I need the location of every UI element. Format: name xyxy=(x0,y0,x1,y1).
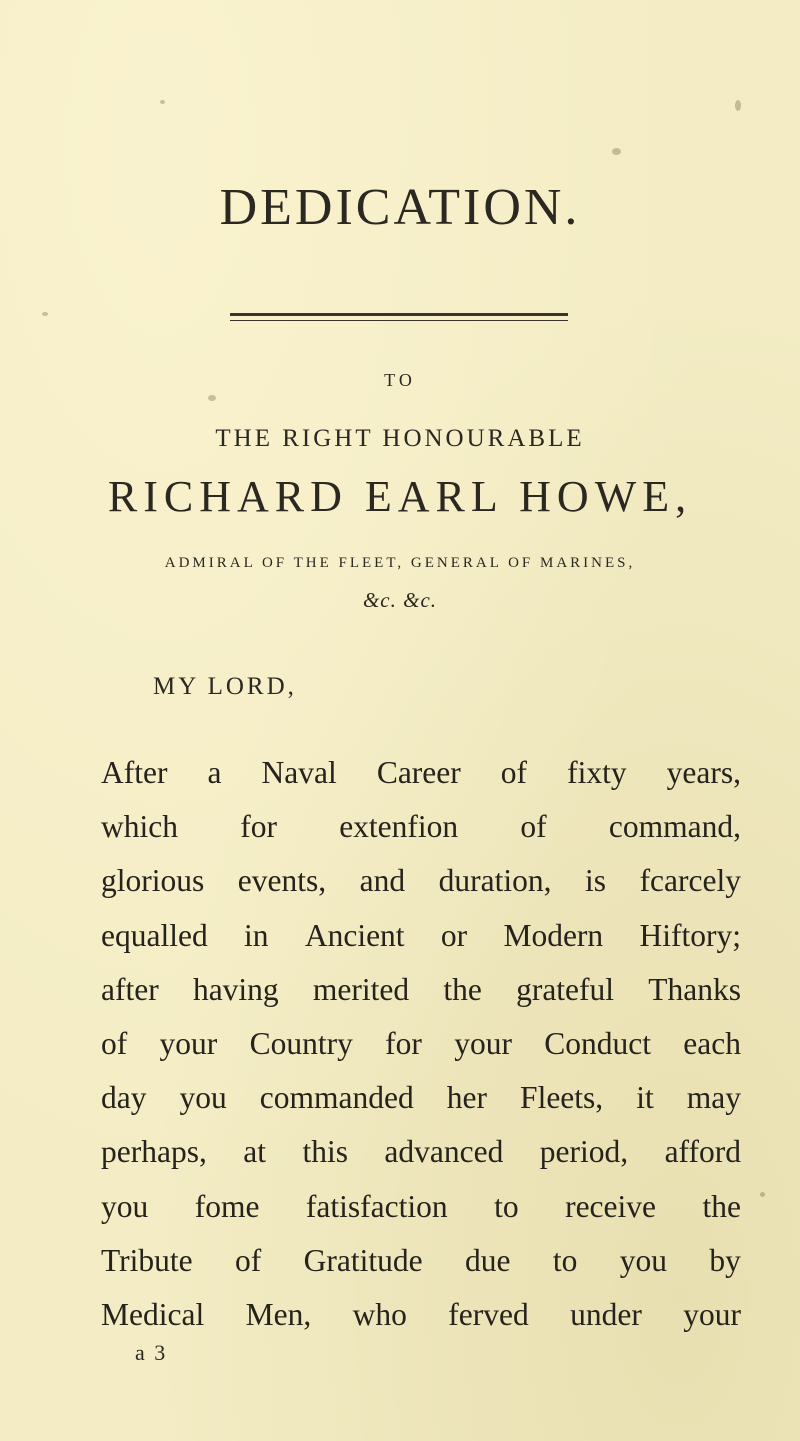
body-line: glorious events, and duration, is fcarcely xyxy=(101,863,741,899)
honorific-line: THE RIGHT HONOURABLE xyxy=(215,425,585,452)
dedicatee-titles: ADMIRAL OF THE FLEET, GENERAL OF MARINES, xyxy=(164,555,636,571)
dedication-to: TO xyxy=(384,370,416,390)
salutation: MY LORD, xyxy=(153,673,297,700)
body-line: equalled in Ancient or Modern Hiftory; xyxy=(101,917,741,953)
signature-mark: a 3 xyxy=(135,1340,168,1365)
body-line: which for extenfion of command, xyxy=(101,809,741,845)
body-line: After a Naval Career of fixty years, xyxy=(101,755,741,790)
dedication-body xyxy=(101,746,741,1342)
body-line: after having merited the grateful Thanks xyxy=(101,971,741,1007)
page-heading: DEDICATION. xyxy=(219,179,581,236)
et-cetera: &c. &c. xyxy=(362,588,438,612)
paper-speck xyxy=(42,312,48,316)
double-rule-bottom xyxy=(230,320,568,321)
paper-speck xyxy=(612,148,621,155)
body-line: day you commanded her Fleets, it may xyxy=(101,1080,741,1116)
dedicatee-name: RICHARD EARL HOWE, xyxy=(107,472,693,521)
body-line: Tribute of Gratitude due to you by xyxy=(101,1242,741,1278)
paper-speck xyxy=(208,395,216,401)
body-line: Medical Men, who ferved under your xyxy=(101,1297,741,1333)
body-line: you fome fatisfaction to receive the xyxy=(101,1188,741,1224)
paper-speck xyxy=(160,100,165,104)
double-rule-top xyxy=(230,313,568,316)
paper-speck xyxy=(735,100,741,111)
paper-speck xyxy=(760,1192,765,1197)
body-line: perhaps, at this advanced period, afford xyxy=(101,1134,741,1170)
body-line: of your Country for your Conduct each xyxy=(101,1026,741,1062)
